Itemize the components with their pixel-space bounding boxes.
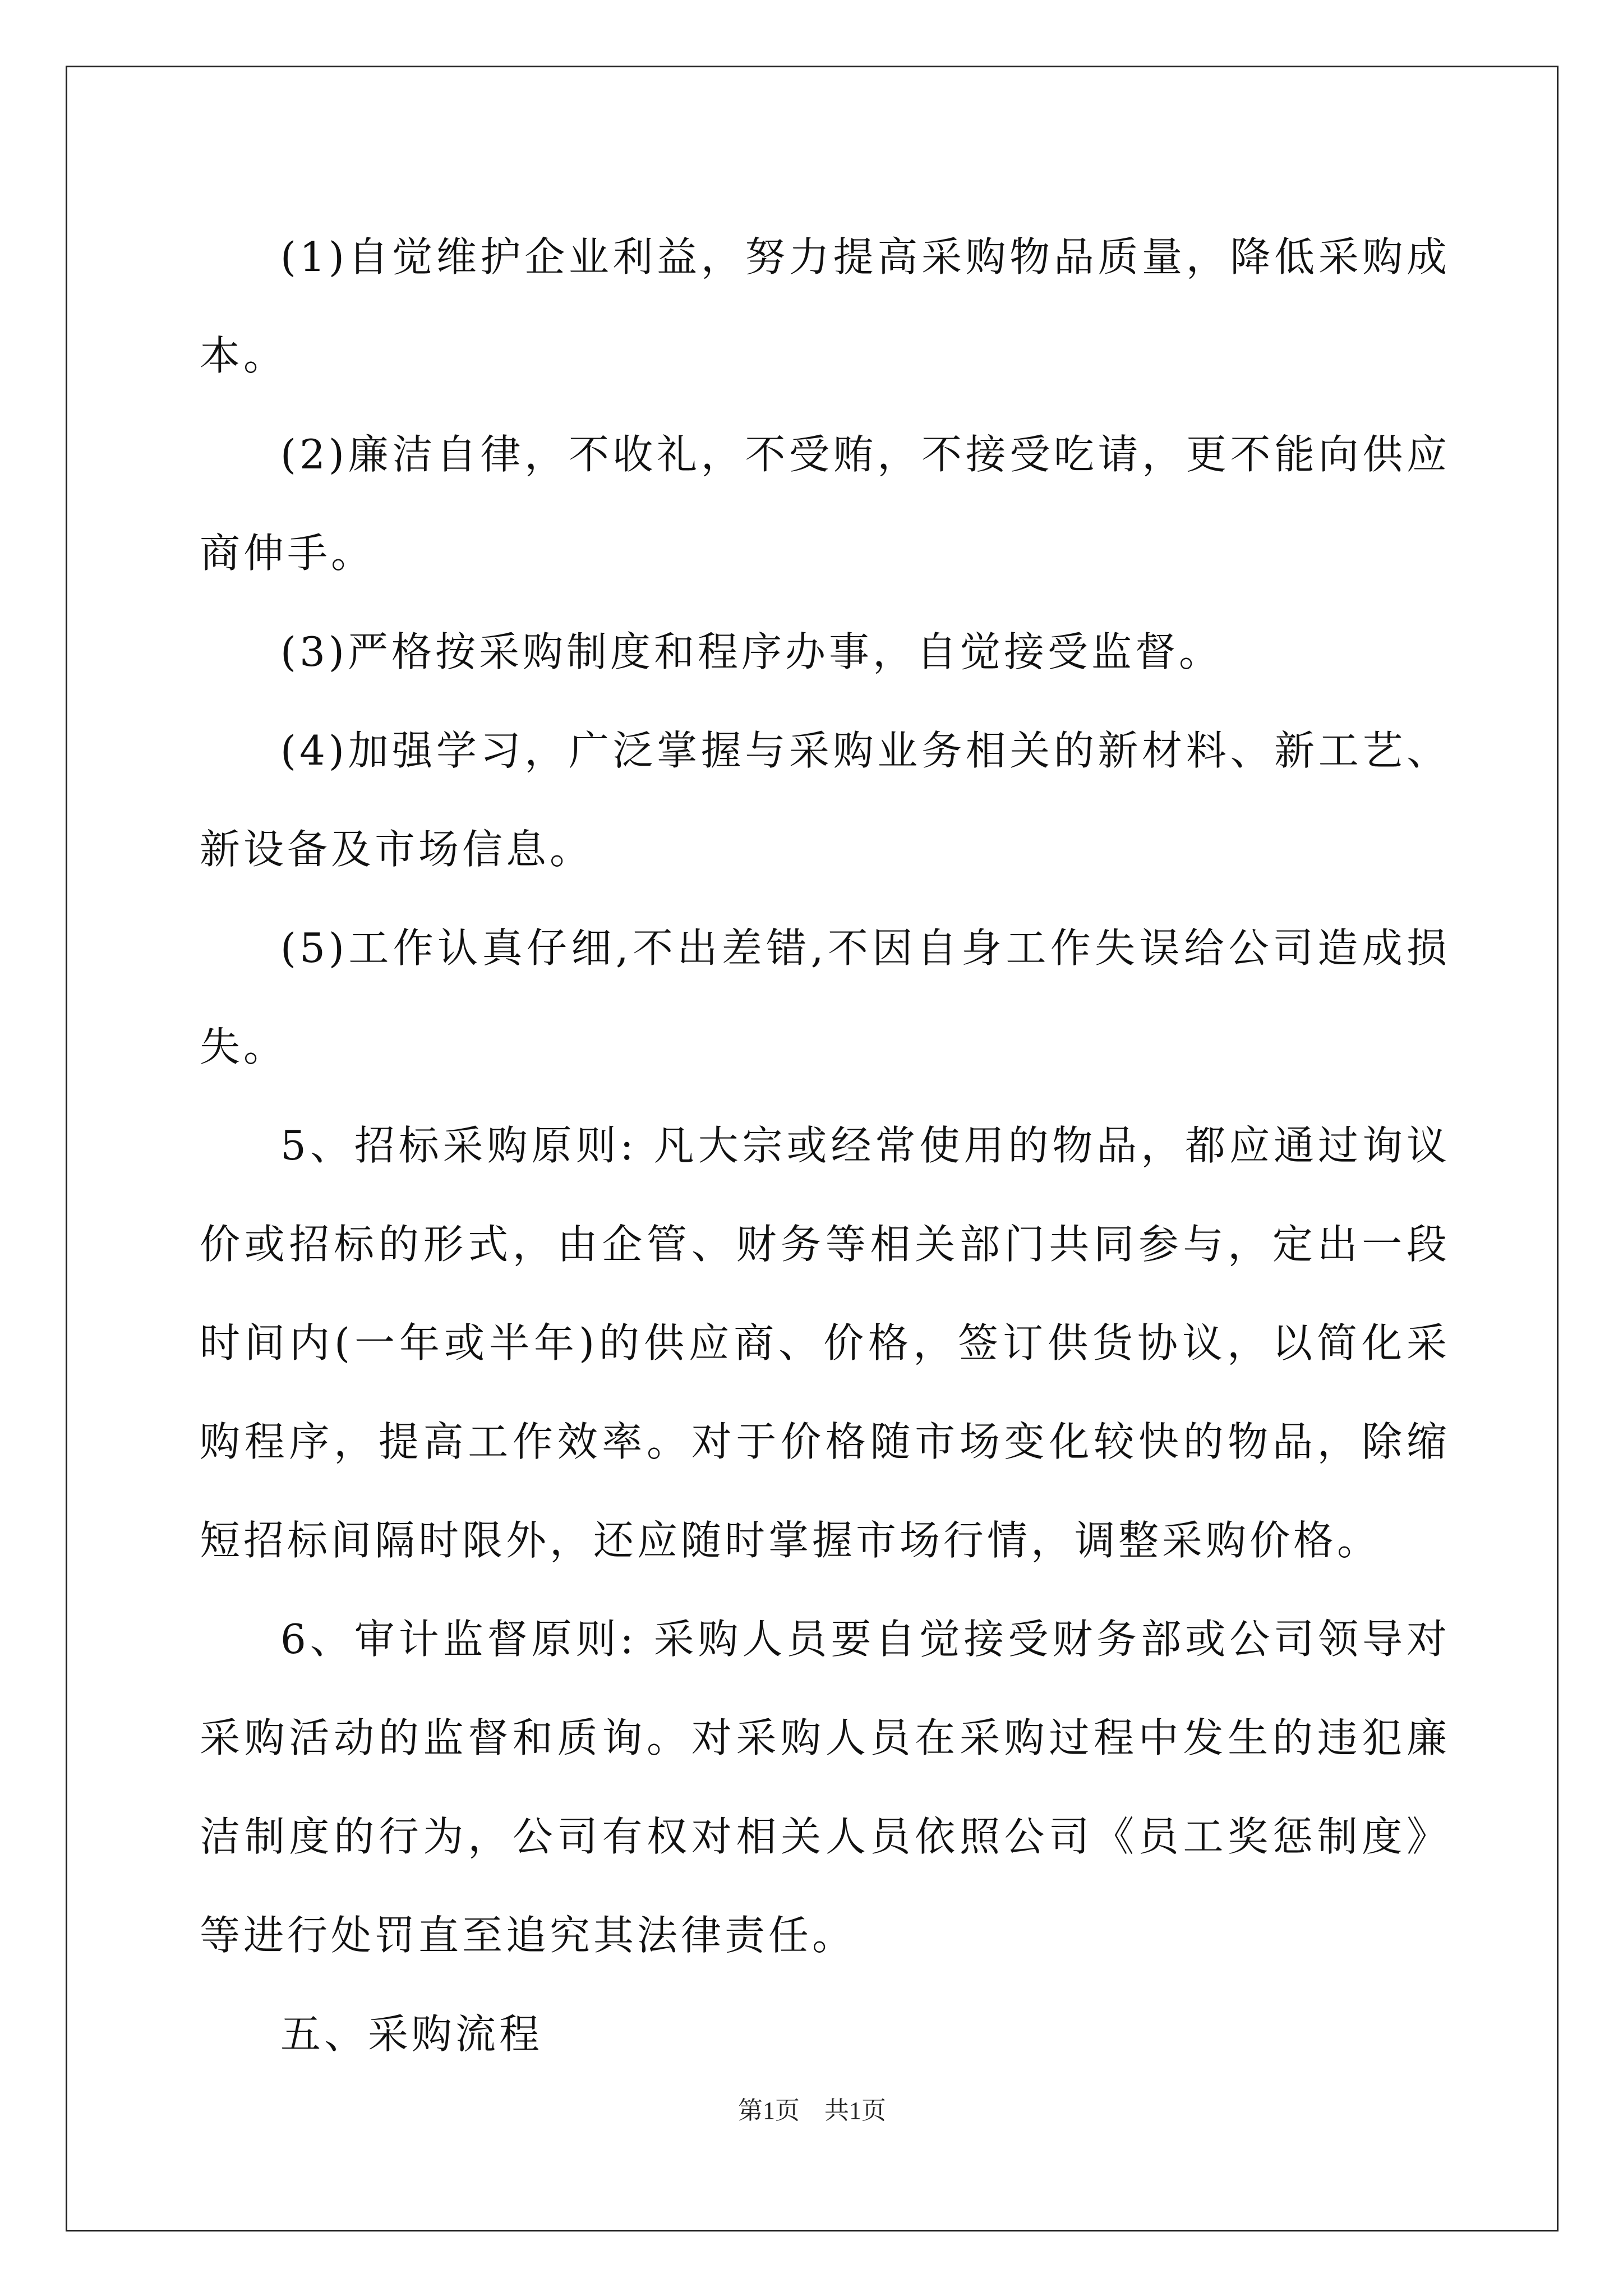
paragraph-3: (3)严格按采购制度和程序办事，自觉接受监督。	[280, 628, 1223, 675]
paragraph-5: (5)工作认真仔细,不出差错,不因自身工作失误给公司造成损失。	[200, 924, 1450, 1070]
paragraph-2: (2)廉洁自律，不收礼，不受贿，不接受吃请，更不能向供应商伸手。	[200, 431, 1450, 577]
document-body	[200, 208, 1450, 2083]
paragraph-4: (4)加强学习，广泛掌握与采购业务相关的新材料、新工艺、新设备及市场信息。	[200, 727, 1450, 873]
paragraph-7: 6、审计监督原则: 采购人员要自觉接受财务部或公司领导对采购活动的监督和质询。对采购人员在采购过程中发生的违犯廉洁制度的行为，公司有权对相关人员依照公司《员工奖惩制度》等进行处罚直至追究其法律责任。	[200, 1616, 1450, 1959]
section-heading: 五、采购流程	[280, 2010, 543, 2058]
paragraph-1: (1)自觉维护企业利益，努力提高采购物品质量，降低采购成本。	[200, 233, 1450, 379]
page-footer: 第1页 共1页	[738, 2097, 886, 2124]
paragraph-6: 5、招标采购原则: 凡大宗或经常使用的物品，都应通过询议价或招标的形式，由企管、财务等相关部门共同参与，定出一段时间内(一年或半年)的供应商、价格，签订供货协议，以简化采购程序，提高工作效率。对于价格随市场变化较快的物品，除缩短招标间隔时限外，还应随时掌握市场行情，调整采购价格。	[200, 1122, 1450, 1564]
